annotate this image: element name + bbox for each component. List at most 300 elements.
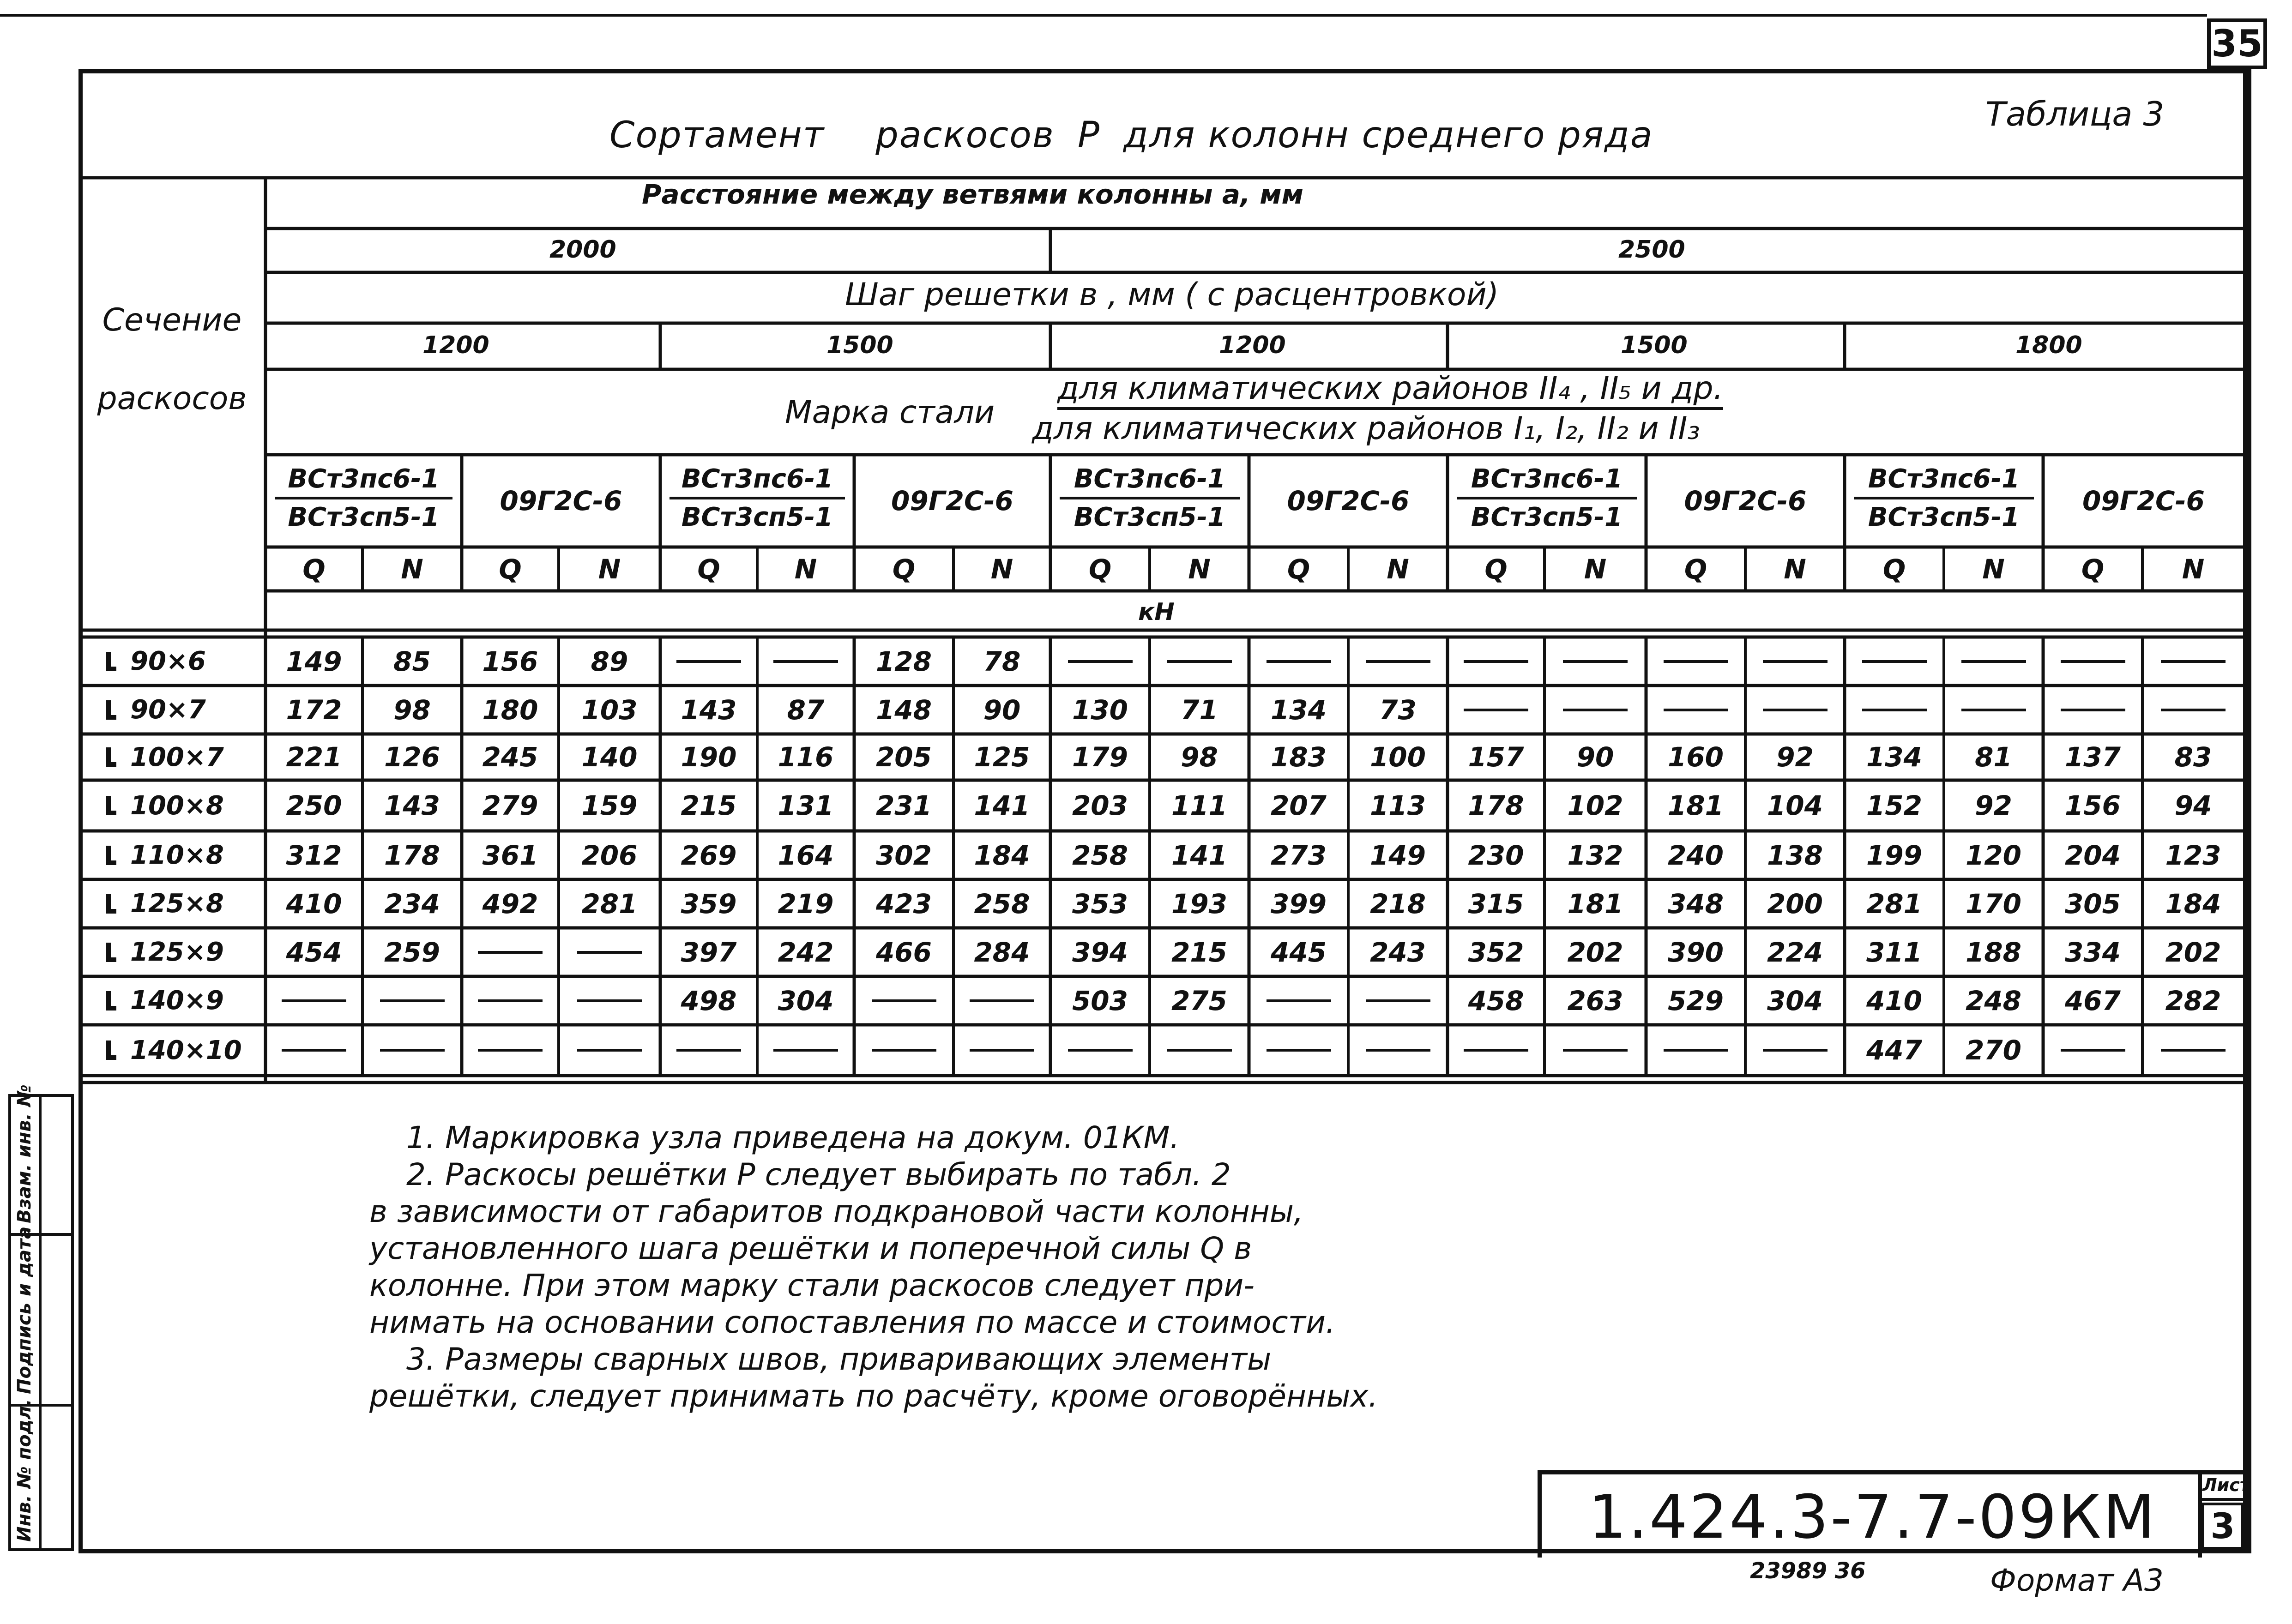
empty-dash — [1563, 709, 1628, 711]
table-cell: 270 — [1965, 1035, 2022, 1066]
table-cell: 263 — [1567, 985, 1623, 1017]
table-cell — [2043, 637, 2142, 686]
table-cell: 157 — [1468, 741, 1524, 773]
table-cell: 466 — [875, 936, 932, 968]
table-cell — [1448, 686, 1544, 734]
table-cell: 353 — [1072, 888, 1128, 920]
empty-dash — [1068, 1049, 1133, 1052]
empty-dash — [282, 1049, 346, 1052]
document-code: 1.424.3-7.7-09КМ — [1588, 1482, 2157, 1552]
table-cell: 181 — [1567, 888, 1623, 920]
angle-profile-icon — [106, 846, 116, 865]
table-cell: 529 — [1667, 985, 1724, 1017]
table-cell: 102 — [1567, 790, 1623, 821]
empty-dash — [1464, 709, 1528, 711]
empty-dash — [380, 1049, 445, 1052]
table-cell: 218 — [1369, 888, 1426, 920]
table-cell — [2142, 1025, 2244, 1076]
title-word-2: раскосов — [875, 114, 1055, 156]
table-cell: 334 — [2064, 936, 2121, 968]
table-cell: 184 — [2165, 888, 2221, 920]
table-cell: 100 — [1369, 741, 1426, 773]
empty-dash — [1763, 660, 1828, 663]
table-cell: 348 — [1667, 888, 1724, 920]
table-cell — [1249, 976, 1348, 1025]
table-cell — [1448, 1025, 1544, 1076]
table-cell: 200 — [1767, 888, 1823, 920]
steel-grade-den: ВСт3сп5-1 — [1868, 502, 2020, 532]
empty-dash — [1167, 660, 1232, 663]
table-cell — [1944, 637, 2043, 686]
steel-grade-den: ВСт3сп5-1 — [1471, 502, 1623, 532]
table-cell: 397 — [681, 936, 737, 968]
angle-profile-icon — [106, 894, 116, 914]
table-cell — [1348, 637, 1448, 686]
frame-right-edge — [2243, 69, 2251, 1553]
table-cell: 148 — [875, 694, 932, 726]
steel-climate-top: для климатических районов II₄ , II₅ и др. — [1057, 373, 1723, 410]
table-cell: 178 — [384, 839, 440, 871]
steel-grade-fraction — [670, 464, 845, 532]
table-cell: 242 — [778, 936, 834, 968]
empty-dash — [1664, 660, 1728, 663]
table-cell — [1845, 686, 1944, 734]
n-column-header: N — [1387, 553, 1409, 585]
table-cell: 410 — [286, 888, 342, 920]
distance-header: Расстояние между ветвями колонны а, мм — [642, 179, 1304, 210]
steel-grade-low-alloy: 09Г2С-6 — [2082, 485, 2205, 517]
angle-profile-icon — [106, 747, 116, 767]
steel-grade-num: ВСт3пс6-1 — [1060, 464, 1240, 499]
table-cell: 454 — [286, 936, 342, 968]
steel-grade-den: ВСт3сп5-1 — [681, 502, 833, 532]
table-cell — [2142, 686, 2244, 734]
section-size: 100×7 — [130, 742, 224, 772]
steel-climate-bottom: для климатических районов I₁, I₂, II₂ и II₃ — [1032, 410, 1700, 447]
table-cell: 172 — [286, 694, 342, 726]
angle-profile-icon — [106, 943, 116, 962]
steel-grade-fraction — [1457, 464, 1637, 532]
empty-dash — [1961, 660, 2026, 663]
table-cell: 137 — [2064, 741, 2121, 773]
table-cell: 111 — [1171, 790, 1228, 821]
q-column-header: Q — [697, 553, 720, 585]
q-column-header: Q — [1287, 553, 1310, 585]
table-cell — [1249, 637, 1348, 686]
table-cell: 269 — [681, 839, 737, 871]
steel-grade-label: Марка стали — [785, 394, 995, 431]
table-cell: 152 — [1866, 790, 1923, 821]
note-line: колонне. При этом марку стали раскосов следует при- — [369, 1268, 1255, 1303]
table-cell: 87 — [787, 694, 825, 726]
empty-dash — [1664, 1049, 1728, 1052]
table-cell: 202 — [1567, 936, 1623, 968]
n-column-header: N — [794, 553, 817, 585]
note-line: нимать на основании сопоставления по массе и стоимости. — [369, 1305, 1335, 1340]
empty-dash — [577, 951, 642, 954]
table-cell: 125 — [974, 741, 1030, 773]
empty-dash — [1464, 660, 1528, 663]
q-column-header: Q — [1088, 553, 1112, 585]
table-cell: 94 — [2174, 790, 2212, 821]
step-value-1: 1200 — [422, 331, 489, 359]
title-word-1: Сортамент — [609, 114, 825, 156]
section-cell — [106, 928, 263, 976]
empty-dash — [1664, 709, 1728, 711]
table-cell: 224 — [1767, 936, 1823, 968]
table-cell: 279 — [482, 790, 538, 821]
table-cell: 193 — [1171, 888, 1228, 920]
table-cell: 180 — [482, 694, 538, 726]
empty-dash — [2061, 1049, 2125, 1052]
table-cell: 240 — [1667, 839, 1724, 871]
table-cell: 160 — [1667, 741, 1724, 773]
table-cell: 311 — [1866, 936, 1923, 968]
table-cell: 92 — [1776, 741, 1814, 773]
table-cell — [660, 1025, 757, 1076]
q-column-header: Q — [1882, 553, 1906, 585]
table-cell: 206 — [581, 839, 638, 871]
angle-profile-icon — [106, 1041, 116, 1060]
table-cell: 445 — [1270, 936, 1327, 968]
table-cell — [2043, 1025, 2142, 1076]
table-cell: 104 — [1767, 790, 1823, 821]
table-cell: 275 — [1171, 985, 1228, 1017]
table-cell: 258 — [974, 888, 1030, 920]
table-cell: 149 — [1369, 839, 1426, 871]
table-cell: 178 — [1468, 790, 1524, 821]
section-cell — [106, 734, 263, 780]
table-cell: 248 — [1965, 985, 2022, 1017]
paper-format: Формат А3 — [1990, 1563, 2164, 1598]
table-cell: 89 — [591, 645, 628, 677]
distance-2000: 2000 — [549, 236, 616, 264]
n-column-header: N — [1982, 553, 2005, 585]
n-column-header: N — [990, 553, 1013, 585]
table-cell — [559, 928, 660, 976]
table-cell: 234 — [384, 888, 440, 920]
n-column-header: N — [1784, 553, 1806, 585]
table-cell: 281 — [1866, 888, 1923, 920]
q-column-header: Q — [2081, 553, 2105, 585]
table-cell — [1348, 1025, 1448, 1076]
n-column-header: N — [2182, 553, 2205, 585]
table-cell: 141 — [1171, 839, 1228, 871]
empty-dash — [282, 999, 346, 1002]
table-cell — [1544, 686, 1646, 734]
steel-grade-low-alloy: 09Г2С-6 — [1287, 485, 1410, 517]
empty-dash — [2061, 709, 2125, 711]
table-cell: 143 — [384, 790, 440, 821]
steel-grade-fraction — [275, 464, 452, 532]
table-cell — [757, 1025, 854, 1076]
empty-dash — [1862, 709, 1927, 711]
table-cell — [757, 637, 854, 686]
table-cell — [1348, 976, 1448, 1025]
table-cell: 140 — [581, 741, 638, 773]
section-header-line-1: Сечение — [102, 302, 242, 338]
table-cell: 204 — [2064, 839, 2121, 871]
empty-dash — [1267, 1049, 1331, 1052]
section-size: 140×9 — [130, 986, 224, 1016]
table-cell: 190 — [681, 741, 737, 773]
table-cell: 128 — [875, 645, 932, 677]
table-cell: 113 — [1369, 790, 1426, 821]
notes — [369, 1119, 1378, 1415]
sheet-divider — [2198, 1498, 2244, 1501]
table-cell: 156 — [482, 645, 538, 677]
empty-dash — [970, 999, 1034, 1002]
n-column-header: N — [1188, 553, 1211, 585]
steel-grade-low-alloy: 09Г2С-6 — [500, 485, 622, 517]
empty-dash — [1167, 1049, 1232, 1052]
table-cell: 361 — [482, 839, 538, 871]
side-label-sign: Подпись и дата — [14, 1226, 35, 1394]
table-title — [609, 114, 1653, 156]
table-cell: 159 — [581, 790, 638, 821]
table-cell: 492 — [482, 888, 538, 920]
table-cell: 116 — [778, 741, 834, 773]
steel-grade-low-alloy: 09Г2С-6 — [891, 485, 1014, 517]
table-cell — [1150, 637, 1249, 686]
empty-dash — [1068, 660, 1133, 663]
table-cell — [2142, 637, 2244, 686]
table-cell — [559, 976, 660, 1025]
table-cell: 181 — [1667, 790, 1724, 821]
table-cell: 219 — [778, 888, 834, 920]
table-cell: 498 — [681, 985, 737, 1017]
section-size: 90×6 — [130, 646, 206, 676]
angle-profile-icon — [106, 991, 116, 1010]
n-column-header: N — [598, 553, 621, 585]
angle-profile-icon — [106, 652, 116, 671]
table-cell: 467 — [2064, 985, 2121, 1017]
steel-grade-num: ВСт3пс6-1 — [670, 464, 845, 499]
section-header-line-2: раскосов — [97, 380, 247, 417]
table-cell: 149 — [286, 645, 342, 677]
q-column-header: Q — [1484, 553, 1508, 585]
table-cell: 304 — [1767, 985, 1823, 1017]
section-cell — [106, 780, 263, 831]
empty-dash — [1267, 999, 1331, 1002]
table-cell — [1745, 1025, 1845, 1076]
n-column-header: N — [1584, 553, 1607, 585]
table-cell: 423 — [875, 888, 932, 920]
empty-dash — [1366, 999, 1430, 1002]
table-cell: 71 — [1181, 694, 1218, 726]
table-cell: 304 — [778, 985, 834, 1017]
table-cell: 183 — [1270, 741, 1327, 773]
angle-profile-icon — [106, 796, 116, 815]
table-cell: 230 — [1468, 839, 1524, 871]
table-cell: 156 — [2064, 790, 2121, 821]
empty-dash — [478, 1049, 543, 1052]
table-cell: 103 — [581, 694, 638, 726]
section-size: 90×7 — [130, 695, 206, 725]
table-cell — [854, 1025, 953, 1076]
sheet-label: Лист — [2202, 1475, 2250, 1495]
table-cell — [1249, 1025, 1348, 1076]
table-cell — [265, 1025, 362, 1076]
table-cell: 315 — [1468, 888, 1524, 920]
table-cell: 203 — [1072, 790, 1128, 821]
steel-grade-den: ВСт3сп5-1 — [288, 502, 440, 532]
empty-dash — [380, 999, 445, 1002]
table-cell: 221 — [286, 741, 342, 773]
table-cell — [1544, 1025, 1646, 1076]
empty-dash — [1464, 1049, 1528, 1052]
empty-dash — [773, 1049, 838, 1052]
table-cell: 273 — [1270, 839, 1327, 871]
table-cell: 98 — [393, 694, 431, 726]
table-cell: 184 — [974, 839, 1030, 871]
q-column-header: Q — [499, 553, 522, 585]
q-column-header: Q — [302, 553, 326, 585]
table-cell: 90 — [983, 694, 1021, 726]
note-line: решётки, следует принимать по расчёту, кроме оговорённых. — [369, 1378, 1378, 1414]
table-cell: 138 — [1767, 839, 1823, 871]
table-cell: 199 — [1866, 839, 1923, 871]
empty-dash — [1563, 1049, 1628, 1052]
step-value-2: 1500 — [826, 331, 893, 359]
section-size: 140×10 — [130, 1035, 242, 1065]
table-cell — [462, 976, 559, 1025]
step-header: Шаг решетки в , мм ( с расцентровкой) — [845, 277, 1499, 313]
section-cell — [106, 976, 263, 1025]
note-line: в зависимости от габаритов подкрановой части колонны, — [369, 1194, 1304, 1229]
table-cell: 245 — [482, 741, 538, 773]
table-cell: 394 — [1072, 936, 1128, 968]
table-cell: 164 — [778, 839, 834, 871]
table-cell — [1646, 1025, 1745, 1076]
table-cell: 259 — [384, 936, 440, 968]
steel-grade-fraction — [1060, 464, 1240, 532]
distance-2500: 2500 — [1618, 236, 1685, 264]
step-value-3: 1200 — [1219, 331, 1286, 359]
table-cell — [265, 976, 362, 1025]
empty-dash — [872, 999, 936, 1002]
table-cell: 312 — [286, 839, 342, 871]
section-cell — [106, 686, 263, 734]
table-cell: 131 — [778, 790, 834, 821]
steel-grade-num: ВСт3пс6-1 — [275, 464, 452, 499]
table-cell: 250 — [286, 790, 342, 821]
section-size: 125×8 — [130, 889, 224, 919]
table-cell — [1544, 637, 1646, 686]
table-cell — [1050, 1025, 1150, 1076]
title-word-3: Р — [1077, 114, 1100, 156]
unit-label: кН — [1138, 598, 1175, 626]
empty-dash — [773, 660, 838, 663]
side-label-replace: Взам. инв. № — [14, 1084, 35, 1223]
inventory-number: 23989 36 — [1750, 1558, 1866, 1584]
table-cell — [1745, 637, 1845, 686]
section-size: 100×8 — [130, 790, 224, 821]
table-cell — [462, 1025, 559, 1076]
table-cell: 134 — [1270, 694, 1327, 726]
n-column-header: N — [401, 553, 423, 585]
empty-dash — [2161, 709, 2226, 711]
top-rule — [0, 14, 2207, 17]
table-cell: 134 — [1866, 741, 1923, 773]
table-cell: 359 — [681, 888, 737, 920]
step-value-5: 1800 — [2015, 331, 2082, 359]
steel-grade-low-alloy: 09Г2С-6 — [1684, 485, 1807, 517]
table-cell — [1646, 686, 1745, 734]
section-cell — [106, 637, 263, 686]
steel-grade-num: ВСт3пс6-1 — [1457, 464, 1637, 499]
step-value-4: 1500 — [1621, 331, 1688, 359]
table-cell: 215 — [1171, 936, 1228, 968]
table-cell — [953, 1025, 1050, 1076]
empty-dash — [970, 1049, 1034, 1052]
empty-dash — [1862, 660, 1927, 663]
table-cell: 243 — [1369, 936, 1426, 968]
table-cell: 282 — [2165, 985, 2221, 1017]
empty-dash — [1763, 1049, 1828, 1052]
empty-dash — [2161, 1049, 2226, 1052]
table-cell: 78 — [983, 645, 1021, 677]
table-cell: 352 — [1468, 936, 1524, 968]
table-cell — [1150, 1025, 1249, 1076]
table-cell: 503 — [1072, 985, 1128, 1017]
note-line: 2. Раскосы решётки Р следует выбирать по табл. 2 — [406, 1157, 1231, 1192]
table-cell: 83 — [2174, 741, 2212, 773]
table-cell: 126 — [384, 741, 440, 773]
table-cell: 130 — [1072, 694, 1128, 726]
empty-dash — [2161, 660, 2226, 663]
table-cell — [1745, 686, 1845, 734]
table-cell — [362, 976, 462, 1025]
table-cell — [854, 976, 953, 1025]
table-cell — [2043, 686, 2142, 734]
table-cell: 231 — [875, 790, 932, 821]
table-cell: 188 — [1965, 936, 2022, 968]
note-line: 1. Маркировка узла приведена на докум. 01КМ. — [406, 1120, 1180, 1155]
section-size: 125×9 — [130, 937, 224, 967]
table-cell: 202 — [2165, 936, 2221, 968]
q-column-header: Q — [892, 553, 916, 585]
table-cell: 207 — [1270, 790, 1327, 821]
side-label-inv: Инв. № подл. — [14, 1399, 35, 1542]
empty-dash — [1961, 709, 2026, 711]
empty-dash — [2061, 660, 2125, 663]
empty-dash — [1267, 660, 1331, 663]
table-cell — [1646, 637, 1745, 686]
table-cell: 92 — [1975, 790, 2012, 821]
note-line: 3. Размеры сварных швов, приваривающих элементы — [406, 1341, 1272, 1377]
empty-dash — [1563, 660, 1628, 663]
q-column-header: Q — [1684, 553, 1707, 585]
table-cell — [1845, 637, 1944, 686]
table-cell: 390 — [1667, 936, 1724, 968]
empty-dash — [676, 660, 741, 663]
table-cell: 143 — [681, 694, 737, 726]
empty-dash — [676, 1049, 741, 1052]
table-cell: 284 — [974, 936, 1030, 968]
table-cell — [1944, 686, 2043, 734]
table-cell: 170 — [1965, 888, 2022, 920]
page-number: 35 — [2207, 18, 2267, 69]
empty-dash — [478, 999, 543, 1002]
table-number: Таблица 3 — [1985, 95, 2165, 133]
table-cell: 305 — [2064, 888, 2121, 920]
table-cell: 98 — [1181, 741, 1218, 773]
table-cell — [1448, 637, 1544, 686]
table-cell: 85 — [393, 645, 431, 677]
steel-grade-fraction — [1854, 464, 2034, 532]
empty-dash — [478, 951, 543, 954]
